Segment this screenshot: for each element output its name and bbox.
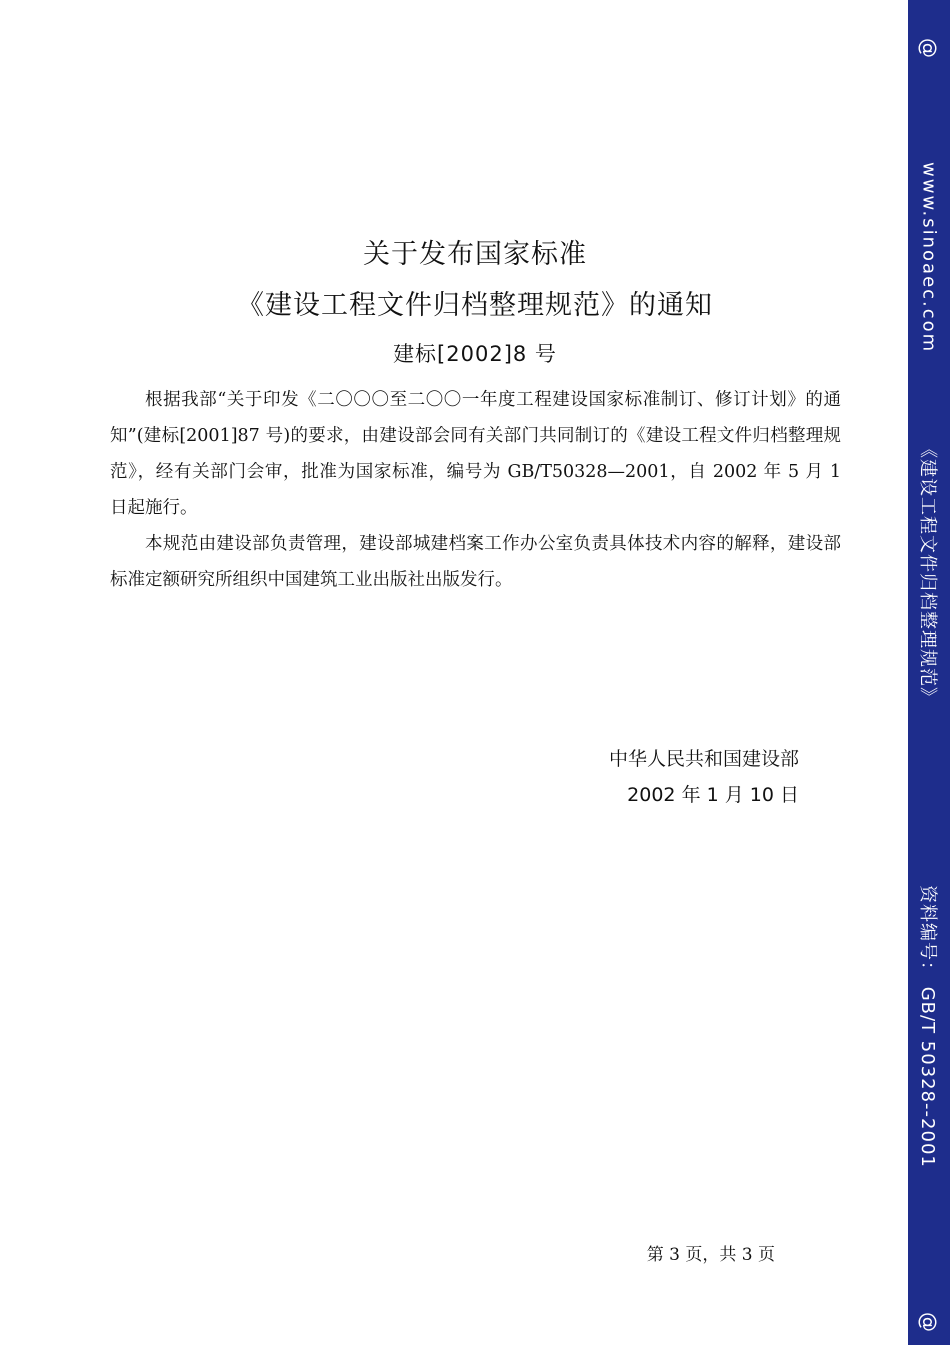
- signature-organization: 中华人民共和国建设部: [608, 748, 799, 770]
- side-document-code: 资料编号： GB/T 50328--2001: [917, 885, 938, 1168]
- notice-title-line2: 《建设工程文件归档整理规范》的通知: [237, 290, 713, 321]
- at-sign-icon: @: [917, 1312, 941, 1332]
- body-paragraph-1: 根据我部“关于印发《二〇〇〇至二〇〇一年度工程建设国家标准制订、修订计划》的通知”(建标[2001]87 号)的要求，由建设部会同有关部门共同制订的《建设工程文件归档整理规范》，经有关部门会审，批准为国家标准，编号为 GB/T50328—2001，自 2002 年 5 月 1 日起施行。: [110, 390, 841, 518]
- signature-date: 2002 年 1 月 10 日: [627, 784, 799, 806]
- side-banner: [908, 0, 950, 1345]
- notice-title-line1: 关于发布国家标准: [363, 239, 587, 270]
- page-number-footer: 第 3 页，共 3 页: [646, 1245, 775, 1265]
- body-paragraph-2: 本规范由建设部负责管理，建设部城建档案工作办公室负责具体技术内容的解释，建设部标准定额研究所组织中国建筑工业出版社出版发行。: [110, 534, 841, 590]
- document-number: 建标[2002]8 号: [393, 342, 557, 366]
- notice-body: [110, 382, 841, 598]
- side-website-link[interactable]: www.sinoaec.com: [918, 162, 940, 354]
- at-sign-icon: @: [917, 38, 941, 58]
- side-document-title: 《建设工程文件归档整理规范》: [917, 440, 938, 706]
